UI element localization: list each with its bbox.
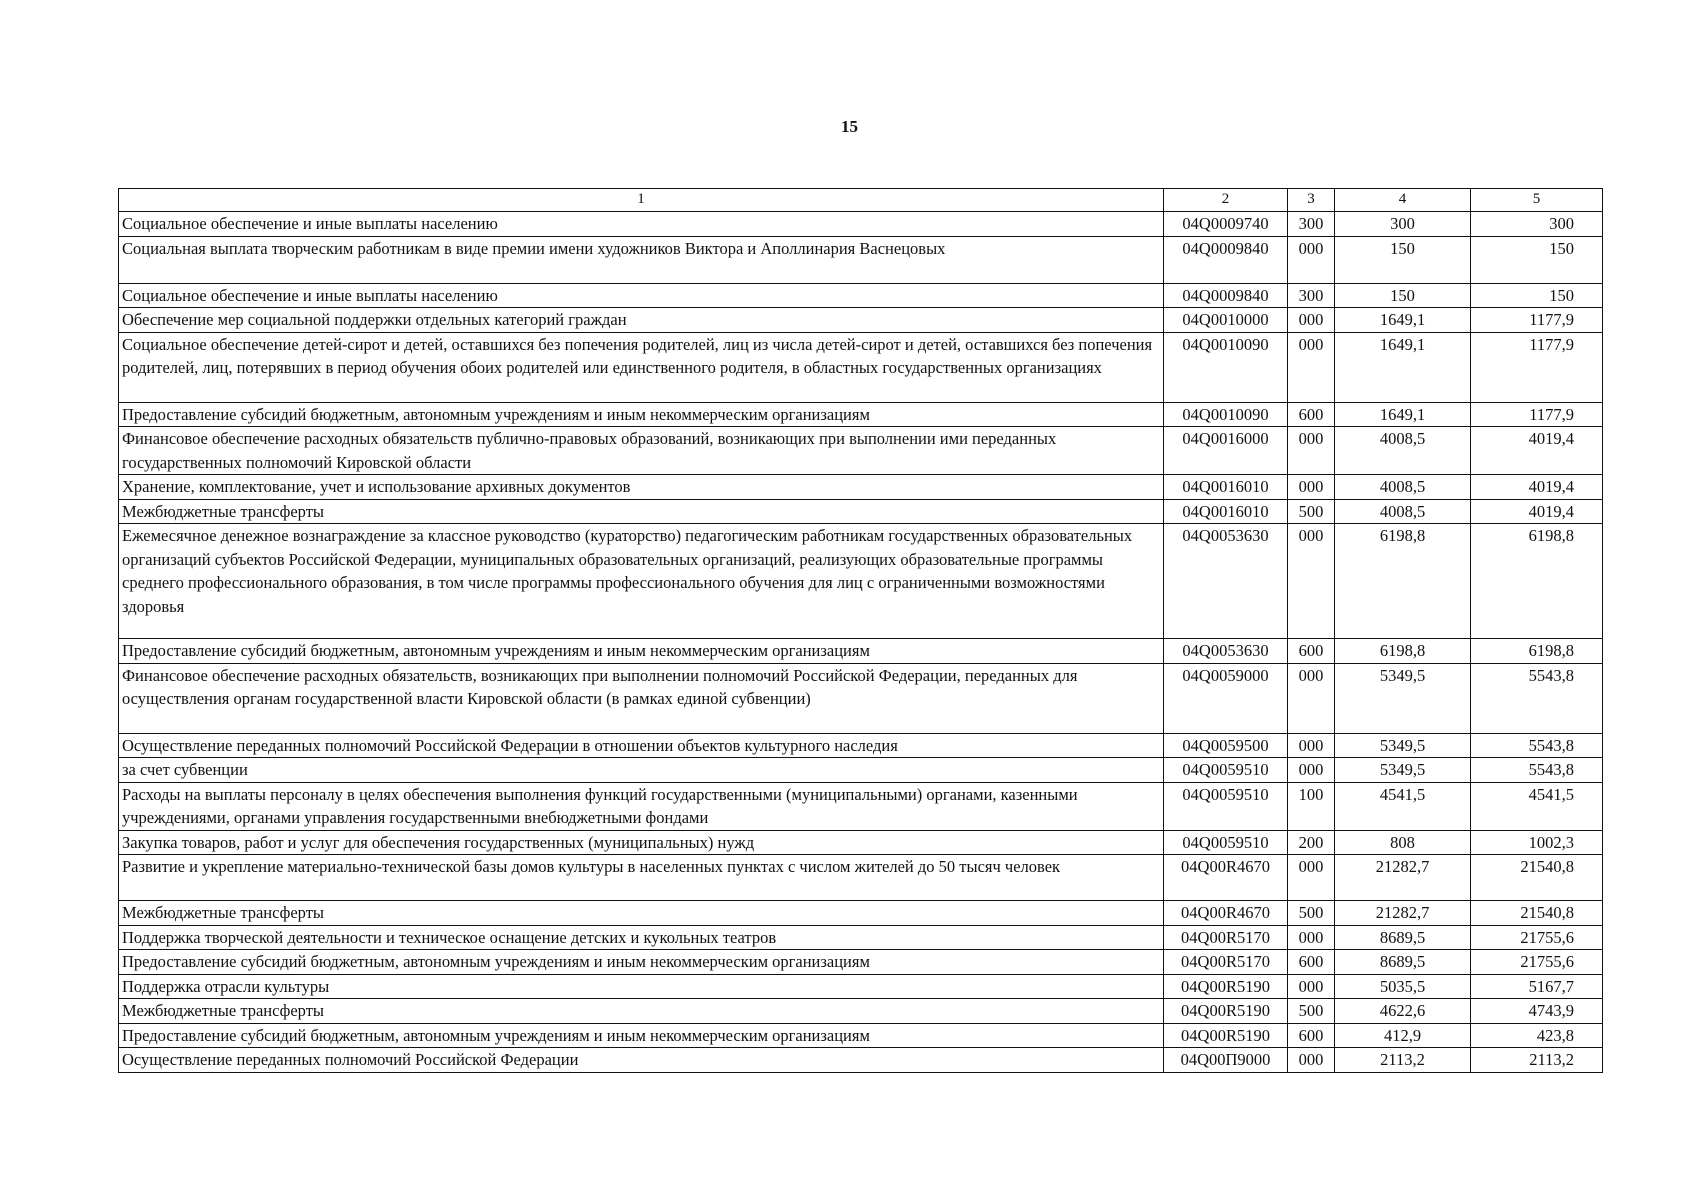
cell-code: 04Q0059510 xyxy=(1164,830,1288,855)
cell-name: Предоставление субсидий бюджетным, автономным учреждениям и иным некоммерческим организациям xyxy=(119,402,1164,427)
cell-code: 04Q0059510 xyxy=(1164,782,1288,830)
cell-code: 04Q00П9000 xyxy=(1164,1048,1288,1073)
cell-code: 04Q0010090 xyxy=(1164,332,1288,402)
cell-name: Закупка товаров, работ и услуг для обеспечения государственных (муниципальных) нужд xyxy=(119,830,1164,855)
cell-amount-2: 150 xyxy=(1471,283,1603,308)
cell-amount-1: 4008,5 xyxy=(1335,427,1471,475)
cell-expense-type: 500 xyxy=(1288,999,1335,1024)
cell-amount-1: 6198,8 xyxy=(1335,639,1471,664)
cell-amount-2: 6198,8 xyxy=(1471,639,1603,664)
table-row xyxy=(119,236,1603,283)
cell-amount-2: 150 xyxy=(1471,236,1603,283)
cell-code: 04Q0010000 xyxy=(1164,308,1288,333)
cell-code: 04Q00R5170 xyxy=(1164,950,1288,975)
cell-amount-2: 5543,8 xyxy=(1471,733,1603,758)
cell-name: Межбюджетные трансферты xyxy=(119,999,1164,1024)
cell-name: Социальное обеспечение и иные выплаты населению xyxy=(119,212,1164,237)
cell-expense-type: 300 xyxy=(1288,212,1335,237)
cell-amount-1: 21282,7 xyxy=(1335,901,1471,926)
cell-amount-2: 4019,4 xyxy=(1471,427,1603,475)
cell-expense-type: 000 xyxy=(1288,974,1335,999)
cell-name: Финансовое обеспечение расходных обязательств, возникающих при выполнении полномочий Российской Федерации, переданных для осуществления органам государственной власти Кировской области (в рамках единой субвенции) xyxy=(119,663,1164,733)
cell-code: 04Q0010090 xyxy=(1164,402,1288,427)
cell-expense-type: 100 xyxy=(1288,782,1335,830)
cell-amount-2: 2113,2 xyxy=(1471,1048,1603,1073)
cell-amount-2: 4019,4 xyxy=(1471,475,1603,500)
cell-name: Социальная выплата творческим работникам в виде премии имени художников Виктора и Аполлинария Васнецовых xyxy=(119,236,1164,283)
cell-amount-2: 4019,4 xyxy=(1471,499,1603,524)
cell-name: Предоставление субсидий бюджетным, автономным учреждениям и иным некоммерческим организациям xyxy=(119,1023,1164,1048)
cell-expense-type: 000 xyxy=(1288,308,1335,333)
cell-name: Хранение, комплектование, учет и использование архивных документов xyxy=(119,475,1164,500)
cell-expense-type: 500 xyxy=(1288,499,1335,524)
cell-name: Предоставление субсидий бюджетным, автономным учреждениям и иным некоммерческим организациям xyxy=(119,950,1164,975)
table-row xyxy=(119,999,1603,1024)
cell-amount-2: 21755,6 xyxy=(1471,950,1603,975)
cell-code: 04Q0016010 xyxy=(1164,499,1288,524)
cell-amount-1: 412,9 xyxy=(1335,1023,1471,1048)
cell-expense-type: 600 xyxy=(1288,639,1335,664)
cell-code: 04Q0053630 xyxy=(1164,524,1288,639)
table-row xyxy=(119,901,1603,926)
cell-amount-1: 6198,8 xyxy=(1335,524,1471,639)
cell-expense-type: 600 xyxy=(1288,402,1335,427)
cell-name: Поддержка отрасли культуры xyxy=(119,974,1164,999)
cell-expense-type: 300 xyxy=(1288,283,1335,308)
cell-amount-2: 4541,5 xyxy=(1471,782,1603,830)
budget-table-body xyxy=(119,189,1603,1073)
cell-expense-type: 600 xyxy=(1288,1023,1335,1048)
cell-amount-2: 1177,9 xyxy=(1471,332,1603,402)
table-row xyxy=(119,212,1603,237)
table-header-row xyxy=(119,189,1603,212)
cell-amount-2: 1002,3 xyxy=(1471,830,1603,855)
cell-code: 04Q00R4670 xyxy=(1164,855,1288,901)
page-number: 15 xyxy=(841,117,858,136)
table-row xyxy=(119,663,1603,733)
cell-expense-type: 200 xyxy=(1288,830,1335,855)
cell-name: Социальное обеспечение детей-сирот и детей, оставшихся без попечения родителей, лиц из числа детей-сирот и детей, оставшихся без попечения родителей, лиц, потерявших в период обучения обоих родителей или единственного родителя, в областных государственных организациях xyxy=(119,332,1164,402)
cell-name: Расходы на выплаты персоналу в целях обеспечения выполнения функций государственными (муниципальными) органами, казенными учреждениями, органами управления государственными внебюджетными фондами xyxy=(119,782,1164,830)
cell-expense-type: 000 xyxy=(1288,427,1335,475)
cell-amount-1: 8689,5 xyxy=(1335,925,1471,950)
cell-code: 04Q0059000 xyxy=(1164,663,1288,733)
cell-expense-type: 000 xyxy=(1288,925,1335,950)
cell-amount-1: 1649,1 xyxy=(1335,332,1471,402)
cell-amount-2: 423,8 xyxy=(1471,1023,1603,1048)
cell-amount-2: 300 xyxy=(1471,212,1603,237)
cell-expense-type: 500 xyxy=(1288,901,1335,926)
cell-expense-type: 000 xyxy=(1288,524,1335,639)
cell-expense-type: 000 xyxy=(1288,733,1335,758)
cell-amount-2: 21755,6 xyxy=(1471,925,1603,950)
cell-code: 04Q00R5190 xyxy=(1164,999,1288,1024)
table-row xyxy=(119,283,1603,308)
cell-expense-type: 000 xyxy=(1288,475,1335,500)
cell-code: 04Q0016000 xyxy=(1164,427,1288,475)
cell-name: Межбюджетные трансферты xyxy=(119,499,1164,524)
table-row xyxy=(119,332,1603,402)
cell-amount-2: 5543,8 xyxy=(1471,758,1603,783)
cell-amount-1: 5349,5 xyxy=(1335,663,1471,733)
cell-amount-1: 4541,5 xyxy=(1335,782,1471,830)
column-header-code: 2 xyxy=(1164,189,1288,212)
cell-amount-1: 808 xyxy=(1335,830,1471,855)
cell-expense-type: 000 xyxy=(1288,855,1335,901)
cell-name: Обеспечение мер социальной поддержки отдельных категорий граждан xyxy=(119,308,1164,333)
cell-code: 04Q00R5190 xyxy=(1164,1023,1288,1048)
cell-expense-type: 000 xyxy=(1288,1048,1335,1073)
column-header-expense-type: 3 xyxy=(1288,189,1335,212)
cell-expense-type: 000 xyxy=(1288,663,1335,733)
cell-amount-1: 8689,5 xyxy=(1335,950,1471,975)
table-row xyxy=(119,427,1603,475)
cell-code: 04Q00R5190 xyxy=(1164,974,1288,999)
cell-amount-1: 5349,5 xyxy=(1335,758,1471,783)
table-row xyxy=(119,524,1603,639)
table-row xyxy=(119,758,1603,783)
cell-amount-2: 21540,8 xyxy=(1471,855,1603,901)
cell-amount-1: 150 xyxy=(1335,236,1471,283)
table-row xyxy=(119,1023,1603,1048)
column-header-amount-2: 5 xyxy=(1471,189,1603,212)
column-header-amount-1: 4 xyxy=(1335,189,1471,212)
cell-code: 04Q0009840 xyxy=(1164,236,1288,283)
cell-amount-1: 21282,7 xyxy=(1335,855,1471,901)
cell-amount-1: 5349,5 xyxy=(1335,733,1471,758)
cell-code: 04Q0009840 xyxy=(1164,283,1288,308)
cell-amount-2: 5543,8 xyxy=(1471,663,1603,733)
cell-expense-type: 000 xyxy=(1288,236,1335,283)
cell-amount-2: 21540,8 xyxy=(1471,901,1603,926)
cell-code: 04Q0016010 xyxy=(1164,475,1288,500)
table-row xyxy=(119,733,1603,758)
cell-amount-2: 6198,8 xyxy=(1471,524,1603,639)
cell-expense-type: 000 xyxy=(1288,332,1335,402)
cell-amount-1: 150 xyxy=(1335,283,1471,308)
table-row xyxy=(119,402,1603,427)
cell-name: Осуществление переданных полномочий Российской Федерации xyxy=(119,1048,1164,1073)
table-row xyxy=(119,639,1603,664)
cell-amount-1: 4622,6 xyxy=(1335,999,1471,1024)
cell-name: Развитие и укрепление материально-технической базы домов культуры в населенных пунктах с числом жителей до 50 тысяч человек xyxy=(119,855,1164,901)
cell-code: 04Q0059500 xyxy=(1164,733,1288,758)
cell-amount-1: 4008,5 xyxy=(1335,499,1471,524)
cell-name: Социальное обеспечение и иные выплаты населению xyxy=(119,283,1164,308)
table-row xyxy=(119,830,1603,855)
table-row xyxy=(119,855,1603,901)
table-row xyxy=(119,974,1603,999)
table-row xyxy=(119,950,1603,975)
table-row xyxy=(119,499,1603,524)
cell-amount-1: 300 xyxy=(1335,212,1471,237)
cell-expense-type: 000 xyxy=(1288,758,1335,783)
cell-amount-2: 5167,7 xyxy=(1471,974,1603,999)
cell-code: 04Q0009740 xyxy=(1164,212,1288,237)
cell-name: Поддержка творческой деятельности и техническое оснащение детских и кукольных театров xyxy=(119,925,1164,950)
cell-code: 04Q0059510 xyxy=(1164,758,1288,783)
cell-amount-1: 4008,5 xyxy=(1335,475,1471,500)
cell-name: Ежемесячное денежное вознаграждение за классное руководство (кураторство) педагогическим работникам государственных образовательных организаций субъектов Российской Федерации, муниципальных образовательных организаций, реализующих образовательные программы среднего профессионального образования, в том числе программы профессионального обучения для лиц с ограниченными возможностями здоровья xyxy=(119,524,1164,639)
cell-code: 04Q00R5170 xyxy=(1164,925,1288,950)
column-header-name: 1 xyxy=(119,189,1164,212)
cell-amount-2: 4743,9 xyxy=(1471,999,1603,1024)
cell-amount-1: 2113,2 xyxy=(1335,1048,1471,1073)
cell-amount-2: 1177,9 xyxy=(1471,402,1603,427)
table-row xyxy=(119,1048,1603,1073)
table-row xyxy=(119,308,1603,333)
cell-name: за счет субвенции xyxy=(119,758,1164,783)
cell-amount-2: 1177,9 xyxy=(1471,308,1603,333)
cell-code: 04Q00R4670 xyxy=(1164,901,1288,926)
table-row xyxy=(119,475,1603,500)
cell-amount-1: 1649,1 xyxy=(1335,402,1471,427)
cell-name: Межбюджетные трансферты xyxy=(119,901,1164,926)
budget-table xyxy=(118,188,1603,1073)
table-row xyxy=(119,782,1603,830)
cell-code: 04Q0053630 xyxy=(1164,639,1288,664)
cell-name: Предоставление субсидий бюджетным, автономным учреждениям и иным некоммерческим организациям xyxy=(119,639,1164,664)
cell-amount-1: 1649,1 xyxy=(1335,308,1471,333)
table-row xyxy=(119,925,1603,950)
cell-name: Осуществление переданных полномочий Российской Федерации в отношении объектов культурного наследия xyxy=(119,733,1164,758)
cell-amount-1: 5035,5 xyxy=(1335,974,1471,999)
cell-expense-type: 600 xyxy=(1288,950,1335,975)
cell-name: Финансовое обеспечение расходных обязательств публично-правовых образований, возникающих при выполнении ими переданных государственных полномочий Кировской области xyxy=(119,427,1164,475)
